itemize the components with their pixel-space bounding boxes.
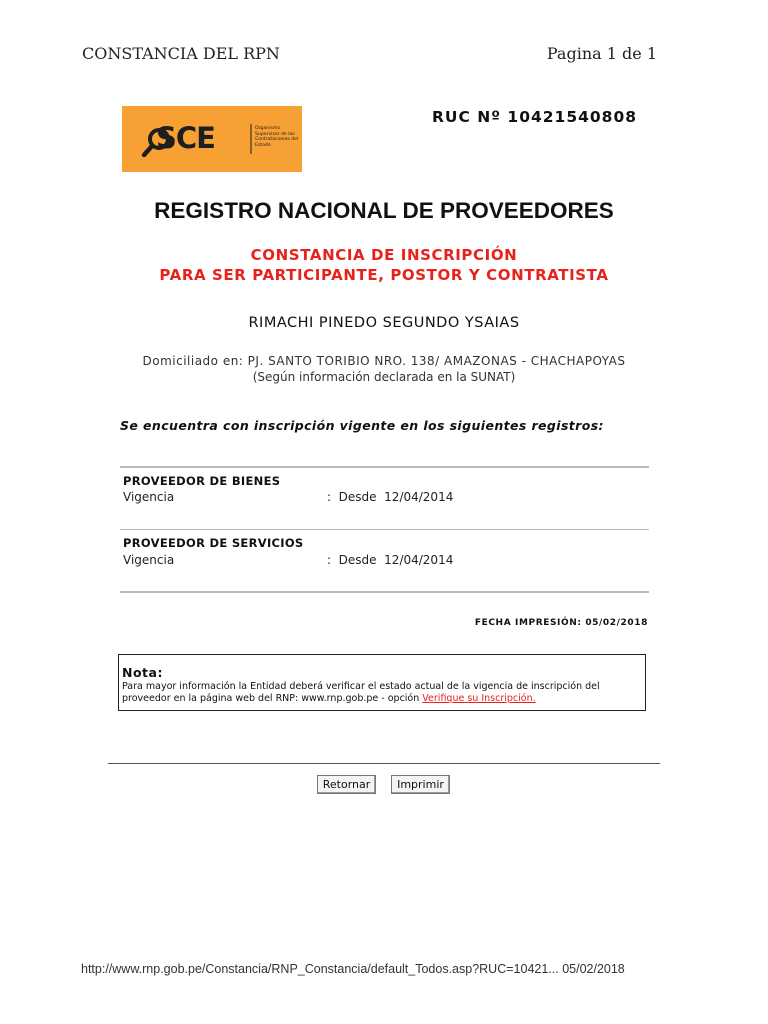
- register-title: PROVEEDOR DE BIENES: [123, 474, 281, 488]
- footer-divider: [108, 763, 660, 764]
- divider: [120, 591, 649, 593]
- verify-registration-link[interactable]: Verifique su Inscripción.: [422, 693, 536, 704]
- register-label: Vigencia: [123, 490, 175, 504]
- register-value: : Desde 12/04/2014: [327, 553, 454, 567]
- page-title: REGISTRO NACIONAL DE PROVEEDORES: [154, 198, 614, 223]
- note-box: [118, 654, 646, 711]
- subtitle-line-2: PARA SER PARTICIPANTE, POSTOR Y CONTRATISTA: [159, 266, 609, 284]
- provider-address: Domiciliado en: PJ. SANTO TORIBIO NRO. 138/ AMAZONAS - CHACHAPOYAS: [142, 354, 626, 368]
- print-button[interactable]: Imprimir: [391, 775, 450, 794]
- logo-tagline: Organismo Supervisor de las Contrataciones del Estado: [255, 126, 299, 148]
- note-body: [122, 681, 642, 705]
- subtitle-line-1: CONSTANCIA DE INSCRIPCIÓN: [250, 246, 518, 264]
- logo-wordmark: SCE: [156, 121, 215, 155]
- provider-name: RIMACHI PINEDO SEGUNDO YSAIAS: [248, 315, 520, 331]
- print-footer-url: http://www.rnp.gob.pe/Constancia/RNP_Constancia/default_Todos.asp?RUC=10421... 05/02/2018: [81, 962, 625, 976]
- print-header-page-number: Pagina 1 de 1: [546, 44, 657, 63]
- print-header-title: CONSTANCIA DEL RPN: [82, 44, 280, 63]
- divider: [120, 529, 649, 530]
- register-value: : Desde 12/04/2014: [327, 490, 454, 504]
- address-source-note: (Según información declarada en la SUNAT): [252, 370, 516, 384]
- print-date: FECHA IMPRESIÓN: 05/02/2018: [474, 618, 648, 628]
- register-title: PROVEEDOR DE SERVICIOS: [123, 536, 304, 550]
- back-button[interactable]: Retornar: [317, 775, 376, 794]
- note-title: Nota:: [122, 665, 163, 680]
- divider: [120, 466, 649, 468]
- registers-intro: Se encuentra con inscripción vigente en los siguientes registros:: [120, 418, 604, 433]
- ruc-number: RUC Nº 10421540808: [432, 108, 638, 126]
- osce-logo: [122, 106, 302, 172]
- register-label: Vigencia: [123, 553, 175, 567]
- note-text: Para mayor información la Entidad deberá verificar el estado actual de la vigencia de inscripción del proveedor en la página web del RNP: www.rnp.gob.pe - opción: [122, 681, 600, 704]
